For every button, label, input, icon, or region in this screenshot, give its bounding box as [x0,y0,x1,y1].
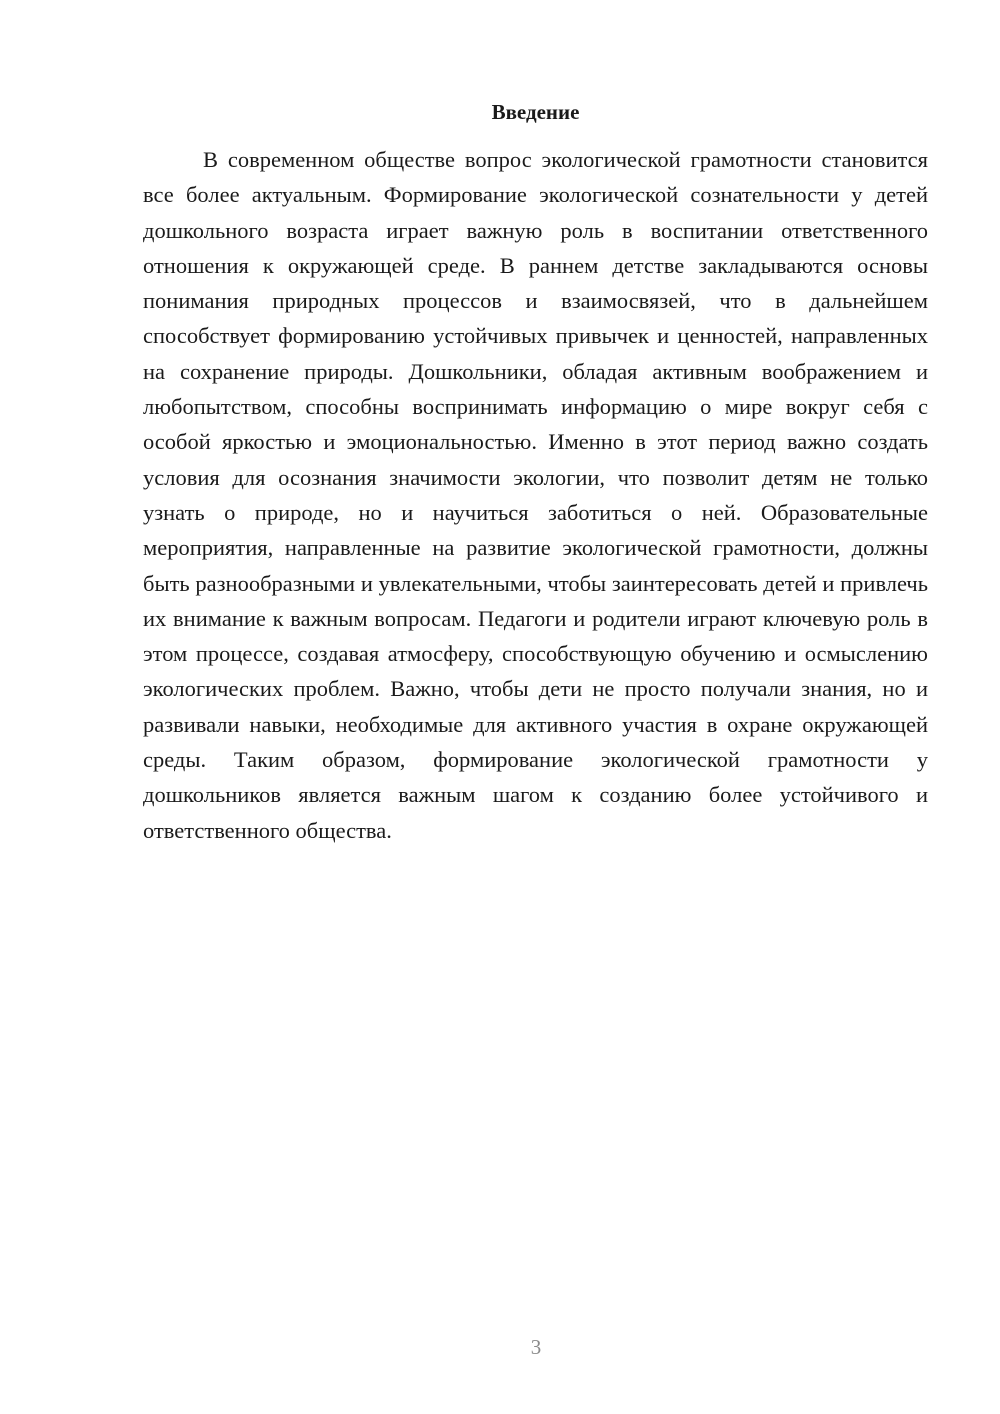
body-paragraph: В современном обществе вопрос экологической грамотности становится все более актуальным. Формирование экологической сознательности у детей дошкольного возраста играет важную роль в воспитании ответственного отношения к окружающей среде. В раннем детстве закладываются основы понимания природных процессов и взаимосвязей, что в дальнейшем способствует формированию устойчивых привычек и ценностей, направленных на сохранение природы. Дошкольники, обладая активным воображением и любопытством, способны воспринимать информацию о мире вокруг себя с особой яркостью и эмоциональностью. Именно в этот период важно создать условия для осознания значимости экологии, что позволит детям не только узнать о природе, но и научиться заботиться о ней. Образовательные мероприятия, направленные на развитие экологической грамотности, должны быть разнообразными и увлекательными, чтобы заинтересовать детей и привлечь их внимание к важным вопросам. Педагоги и родители играют ключевую роль в этом процессе, создавая атмосферу, способствующую обучению и осмыслению экологических проблем. Важно, чтобы дети не просто получали знания, но и развивали навыки, необходимые для активного участия в охране окружающей среды. Таким образом, формирование экологической грамотности у дошкольников является важным шагом к созданию более устойчивого и ответственного общества. [143,147,928,843]
page-number: 3 [530,1335,542,1359]
section-heading: Введение [491,100,580,124]
